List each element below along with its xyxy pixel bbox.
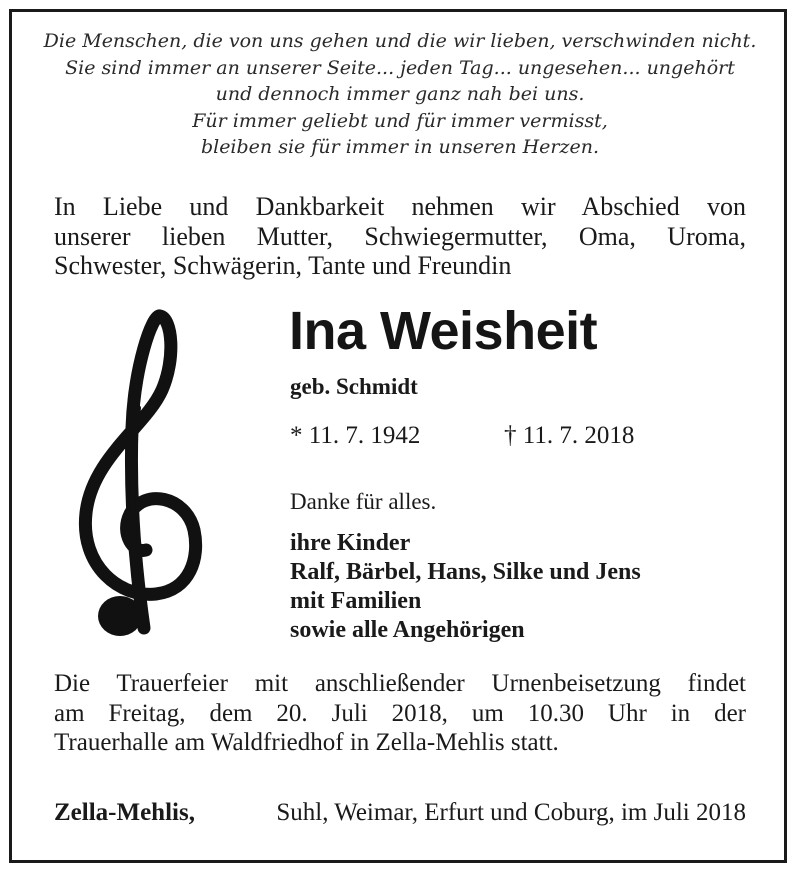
intro-line: Schwester, Schwägerin, Tante und Freundin <box>54 251 512 280</box>
birth-name: geb. Schmidt <box>290 374 418 399</box>
mourners-line: mit Familien <box>290 588 422 614</box>
thanks-text: Danke für alles. <box>290 489 437 514</box>
mourners-line: sowie alle Angehörigen <box>290 617 525 643</box>
farewell-intro <box>54 192 746 281</box>
signoff-main-place: Zella-Mehlis, <box>54 799 195 826</box>
ceremony-line: Trauerhalle am Waldfriedhof in Zella-Mehlis statt. <box>54 729 559 756</box>
death-date: † 11. 7. 2018 <box>504 422 635 449</box>
poem-line: Die Menschen, die von uns gehen und die wir lieben, verschwinden nicht. <box>43 30 757 52</box>
birth-date: * 11. 7. 1942 <box>290 422 421 449</box>
mourners-line: ihre Kinder <box>290 530 411 556</box>
mourners-line: Ralf, Bärbel, Hans, Silke und Jens <box>290 559 641 585</box>
memorial-poem <box>0 28 800 161</box>
deceased-name: Ina Weisheit <box>289 301 598 361</box>
treble-clef-icon <box>72 308 204 648</box>
ceremony-info <box>54 669 746 758</box>
place-date-signoff <box>54 799 746 827</box>
intro-line: unserer lieben Mutter, Schwiegermutter, Oma, Uroma, <box>54 221 746 251</box>
mourners-list <box>290 529 641 645</box>
intro-line: In Liebe und Dankbarkeit nehmen wir Abschied von <box>54 192 746 221</box>
poem-line: Für immer geliebt und für immer vermisst, <box>192 109 608 132</box>
poem-line: Sie sind immer an unserer Seite... jeden Tag... ungesehen... ungehört <box>65 56 735 79</box>
poem-line: bleiben sie für immer in unseren Herzen. <box>200 136 600 158</box>
life-dates <box>290 422 635 450</box>
ceremony-line: am Freitag, dem 20. Juli 2018, um 10.30 Uhr in der <box>54 699 746 727</box>
ceremony-line: Die Trauerfeier mit anschließender Urnenbeisetzung findet <box>54 670 746 697</box>
signoff-places-date: Suhl, Weimar, Erfurt und Coburg, im Juli 2018 <box>276 799 746 826</box>
poem-line: und dennoch immer ganz nah bei uns. <box>215 83 585 105</box>
